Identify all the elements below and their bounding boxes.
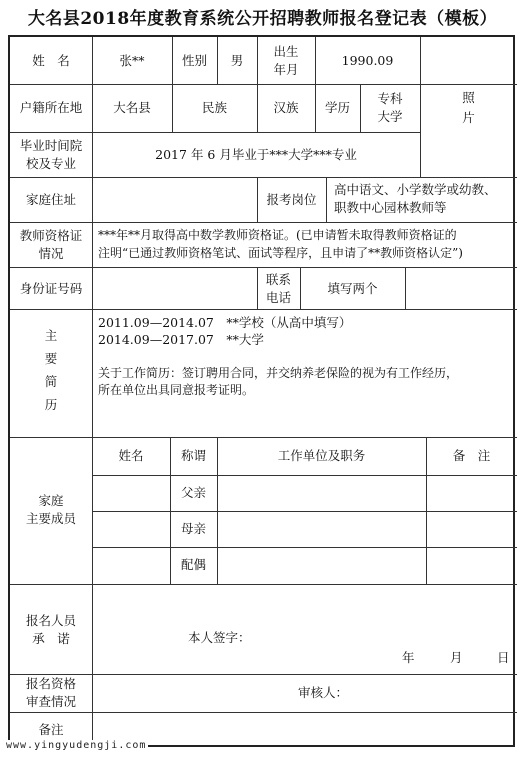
pledge-signature: 本人签字： [188, 630, 251, 645]
cert-value-line2: 注明“已通过教师资格笔试、面试等程序，且申请了**教师资格认定”) [98, 246, 463, 260]
resume-label-1: 主 [44, 328, 58, 343]
review-label-line1: 报名资格 [25, 676, 76, 691]
resume-label-3: 简 [44, 374, 58, 389]
family-header-remarks: 备 注 [452, 448, 491, 463]
phone-label-line1: 联系 [265, 272, 291, 287]
family-relation-spouse: 配偶 [180, 557, 206, 572]
pledge-date-month: 月 [450, 650, 463, 665]
graduation-value: 2017 年 6 月毕业于***大学***专业 [155, 147, 357, 162]
photo-label-line1: 照 [462, 90, 475, 105]
family-header-relation: 称谓 [180, 448, 206, 463]
cert-label-line2: 情况 [38, 246, 64, 261]
review-auditor: 审核人： [298, 685, 349, 700]
resume-line-3: 关于工作简历：签订聘用合同，并交纳养老保险的视为有工作经历， [98, 366, 459, 380]
hukou-value: 大名县 [113, 100, 151, 115]
ethnicity-value: 汉族 [273, 100, 299, 115]
pledge-label-line2: 承 诺 [32, 631, 70, 646]
phone-value: 填写两个 [327, 281, 378, 296]
name-label: 姓 名 [32, 53, 70, 68]
resume-label-2: 要 [44, 351, 58, 366]
resume-label-4: 历 [44, 397, 58, 412]
family-label-line1: 家庭 [38, 493, 64, 508]
hukou-label: 户籍所在地 [19, 100, 83, 115]
photo-label-line2: 片 [462, 110, 475, 125]
id-number-label: 身份证号码 [19, 281, 83, 296]
family-relation-mother: 母亲 [180, 521, 206, 536]
phone-label-line2: 电话 [265, 290, 291, 305]
pledge-label-line1: 报名人员 [25, 613, 76, 628]
review-label-line2: 审查情况 [25, 694, 76, 709]
family-label-line2: 主要成员 [25, 511, 76, 526]
cert-value-line1: ***年**月取得高中数学教师资格证。(已申请暂未取得教师资格证的 [98, 228, 457, 242]
address-label: 家庭住址 [25, 192, 76, 207]
graduation-label-line2: 校及专业 [25, 156, 76, 171]
pledge-date-day: 日 [497, 650, 510, 665]
cert-label-line1: 教师资格证 [19, 228, 83, 243]
remarks-label: 备注 [38, 722, 64, 737]
resume-line-4: 所在单位出具同意报考证明。 [98, 383, 255, 397]
gender-label: 性别 [181, 53, 207, 68]
ethnicity-label: 民族 [201, 100, 227, 115]
graduation-label-line1: 毕业时间院 [19, 138, 83, 153]
registration-form [8, 35, 515, 747]
name-value: 张** [119, 53, 145, 68]
position-value-line2: 职教中心园林教师等 [334, 200, 447, 215]
form-title: 大名县2018年度教育系统公开招聘教师报名登记表（模板） [27, 9, 498, 29]
resume-line-1: 2011.09—2014.07 **学校（从高中填写） [98, 315, 352, 330]
resume-line-2: 2014.09—2017.07 **大学 [98, 332, 264, 347]
birth-value: 1990.09 [341, 53, 394, 68]
pledge-date-year: 年 [402, 650, 415, 665]
education-label: 学历 [324, 100, 350, 115]
position-label: 报考岗位 [266, 192, 317, 207]
education-value-line1: 专科 [377, 91, 403, 106]
gender-value: 男 [230, 53, 244, 68]
education-value-line2: 大学 [377, 109, 403, 124]
family-header-workplace: 工作单位及职务 [277, 448, 366, 463]
position-value-line1: 高中语文、小学数学或幼教、 [334, 182, 497, 197]
family-relation-father: 父亲 [180, 485, 206, 500]
birth-label-line2: 年月 [273, 62, 299, 77]
family-header-name: 姓名 [118, 448, 144, 463]
birth-label-line1: 出生 [273, 44, 299, 59]
watermark: www.yingyudengji.com [6, 740, 147, 751]
